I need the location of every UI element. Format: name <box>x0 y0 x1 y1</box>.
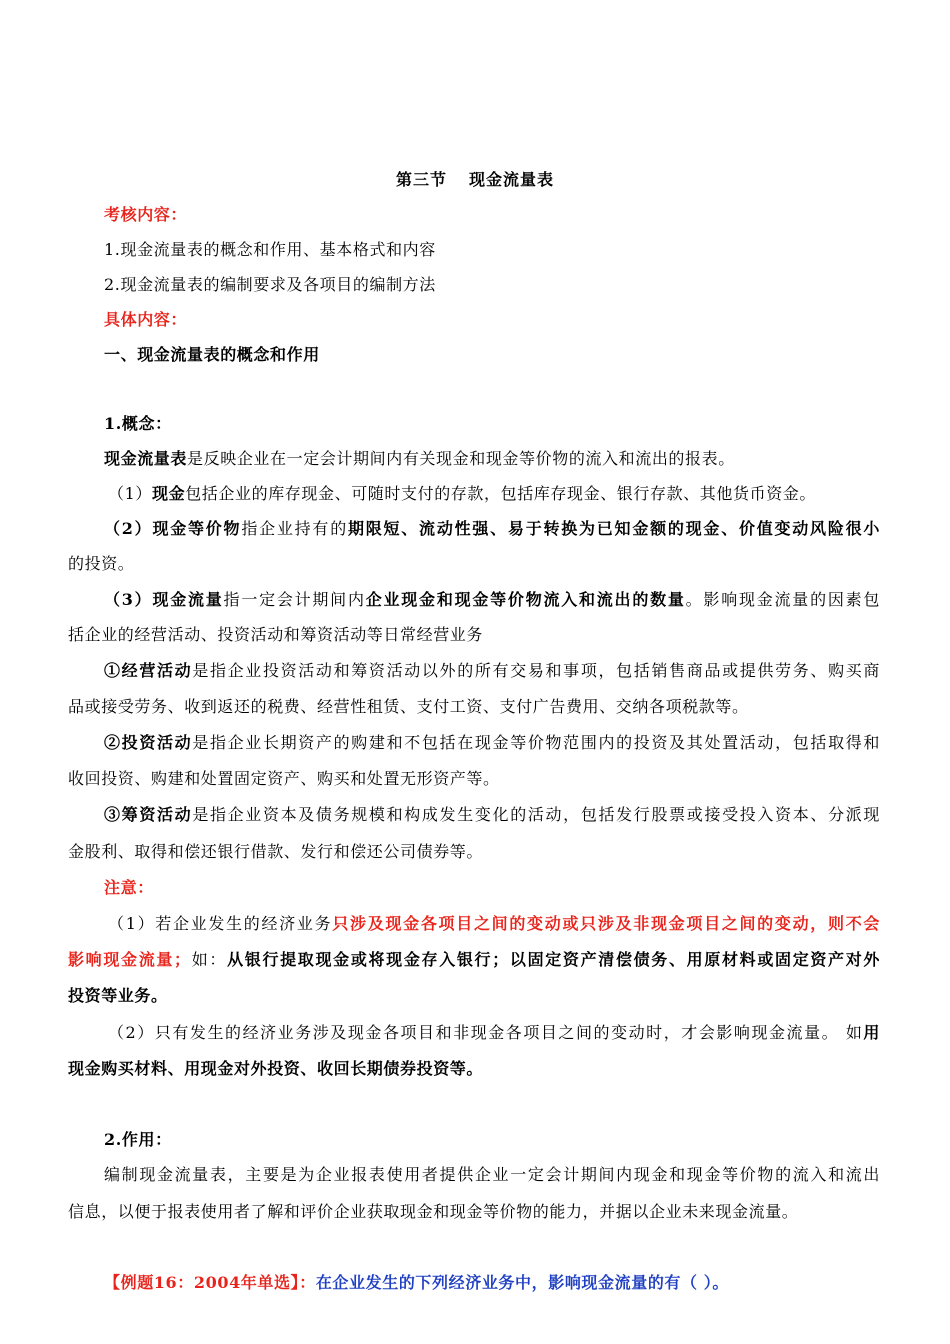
function-line-2: 信息，以便于报表使用者了解和评价企业获取现金和现金等价物的能力，并据以企业未来现金流量。 <box>68 1202 799 1221</box>
financing-text: 是指企业资本及债务规模和构成发生变化的活动，包括发行股票或接受投入资本、分派现 <box>192 805 880 824</box>
cash-flow-text-tail: 。影响现金流量的因素包 <box>685 590 880 609</box>
financing-line-2: 金股利、取得和偿还银行借款、发行和偿还公司债券等。 <box>68 842 484 861</box>
note-heading: 注意： <box>104 878 154 897</box>
section-number: 第三节 <box>395 170 447 189</box>
exam-heading: 考核内容： <box>104 205 188 224</box>
concept-heading: 1.概念： <box>104 414 172 433</box>
function-line-1: 编制现金流量表，主要是为企业报表使用者提供企业一定会计期间内现金和现金等价物的流入和流出 <box>104 1165 880 1184</box>
term-operating: 经营活动 <box>121 661 193 680</box>
operating-text: 是指企业投资活动和筹资活动以外的所有交易和事项，包括销售商品或提供劳务、购买商 <box>192 661 880 680</box>
investing-line-1 <box>104 731 880 755</box>
financing-line-1 <box>104 803 880 827</box>
cash-equivalent-text: 指企业持有的 <box>241 519 348 538</box>
cash-equivalent-line-2: 的投资。 <box>68 554 135 573</box>
note2-bold-start: 用 <box>863 1023 880 1042</box>
note2-line-2: 现金购买材料、用现金对外投资、收回长期债券投资等。 <box>68 1059 484 1078</box>
item-number: （1） <box>108 914 156 933</box>
cash-flow-line-1 <box>104 588 880 612</box>
example-question-text: 在企业发生的下列经济业务中，影响现金流量的有（ ）。 <box>315 1273 729 1292</box>
note1-red-text: 只涉及现金各项目之间的变动或只涉及非现金项目之间的变动，则不会 <box>332 914 880 933</box>
term-investing: 投资活动 <box>121 733 193 752</box>
note1-line-2 <box>68 948 880 972</box>
operating-line-2: 品或接受劳务、收到返还的税费、经营性租赁、支付工资、支付广告费用、交纳各项税款等。 <box>68 697 749 716</box>
concept-definition <box>104 447 919 471</box>
term-financing: 筹资活动 <box>121 805 193 824</box>
cash-paragraph <box>108 482 923 506</box>
exam-item-2: 2.现金流量表的编制要求及各项目的编制方法 <box>104 275 436 294</box>
note2-line-1 <box>108 1021 880 1045</box>
cash-text: 包括企业的库存现金、可随时支付的存款，包括库存现金、银行存款、其他货币资金。 <box>185 484 816 503</box>
operating-line-1 <box>104 659 880 683</box>
term-cash-flow: 现金流量 <box>152 590 224 609</box>
item-number: （3） <box>104 590 153 609</box>
investing-text: 是指企业长期资产的购建和不包括在现金等价物范围内的投资及其处置活动，包括取得和 <box>192 733 880 752</box>
definition-text: 是反映企业在一定会计期间内有关现金和现金等价物的流入和流出的报表。 <box>187 449 735 468</box>
circled-number-1: ① <box>104 661 122 680</box>
section-name: 现金流量表 <box>469 170 555 189</box>
detail-heading: 具体内容： <box>104 310 188 329</box>
note1-examples: 从银行提取现金或将现金存入银行；以固定资产清偿债务、用原材料或固定资产对外 <box>227 950 881 969</box>
cash-equivalent-line-1 <box>104 517 880 541</box>
cash-flow-bold: 企业现金和现金等价物流入和流出的数量 <box>365 590 686 609</box>
term-cash-flow-statement: 现金流量表 <box>104 449 188 468</box>
investing-line-2: 收回投资、购建和处置固定资产、购买和处置无形资产等。 <box>68 769 500 788</box>
exam-item-1: 1.现金流量表的概念和作用、基本格式和内容 <box>104 240 436 259</box>
note1-line-1 <box>108 912 880 936</box>
cash-flow-text: 指一定会计期间内 <box>223 590 366 609</box>
item-number: （1） <box>108 484 152 503</box>
part1-heading: 一、现金流量表的概念和作用 <box>104 345 320 364</box>
example-label-tag: 【例题16：2004年单选】： <box>104 1273 316 1292</box>
cash-flow-line-2: 括企业的经营活动、投资活动和筹资活动等日常经营业务 <box>68 625 484 644</box>
term-cash-equivalent: 现金等价物 <box>152 519 242 538</box>
note1-red-text-end: 影响现金流量； <box>68 950 191 969</box>
cash-equivalent-bold: 期限短、流动性强、易于转换为已知金额的现金、价值变动风险很小 <box>347 519 880 538</box>
example-label: 如： <box>190 950 228 969</box>
item-number: （2） <box>108 1023 155 1042</box>
item-number: （2） <box>104 519 153 538</box>
note1-line-3: 投资等业务。 <box>68 986 168 1005</box>
circled-number-3: ③ <box>104 805 122 824</box>
circled-number-2: ② <box>104 733 122 752</box>
note1-text: 若企业发生的经济业务 <box>155 914 333 933</box>
section-title <box>0 168 950 192</box>
note2-text: 只有发生的经济业务涉及现金各项目和非现金各项目之间的变动时，才会影响现金流量。 如 <box>154 1023 864 1042</box>
function-heading: 2.作用： <box>104 1130 172 1149</box>
example-question <box>104 1271 919 1295</box>
term-cash: 现金 <box>151 484 186 503</box>
